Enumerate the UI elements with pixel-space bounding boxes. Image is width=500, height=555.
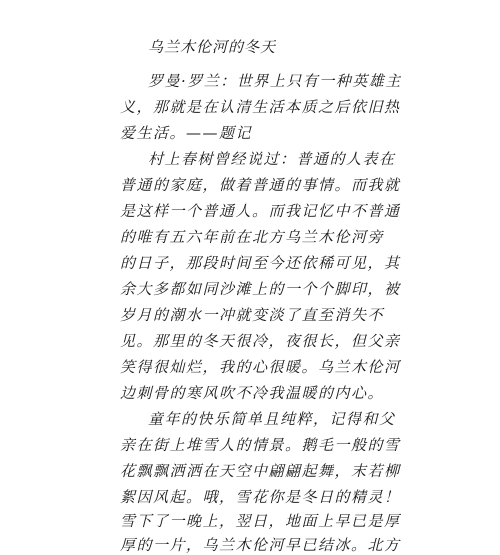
text-line: 的唯有五六年前在北方乌兰木伦河旁 <box>120 228 385 246</box>
text-line: 见。那里的冬天很冷，夜很长，但父亲 <box>120 332 401 350</box>
text-line: 岁月的潮水一冲就变淡了直至消失不 <box>120 306 385 324</box>
text-line: 笑得很灿烂，我的心很暖。乌兰木伦河 <box>120 358 401 376</box>
text-line: 普通的家庭，做着普通的事情。而我就 <box>120 176 401 194</box>
text-line: 义，那就是在认清生活本质之后依旧热 <box>120 98 401 116</box>
text-line: 罗曼·罗兰：世界上只有一种英雄主 <box>148 72 402 90</box>
document-title: 乌兰木伦河的冬天 <box>148 38 277 56</box>
text-line: 花飘飘洒洒在天空中翩翩起舞，末若柳 <box>120 462 401 480</box>
text-line: 村上春树曾经说过：普通的人表在 <box>148 150 396 168</box>
text-line: 絮因风起。哦，雪花你是冬日的精灵！ <box>120 488 401 506</box>
text-line: 雪下了一晚上，翌日，地面上早已是厚 <box>120 512 401 530</box>
text-line: 余大多都如同沙滩上的一个个脚印，被 <box>120 280 401 298</box>
text-line: 童年的快乐简单且纯粹，记得和父 <box>148 410 396 428</box>
text-line: 厚的一片，乌兰木伦河早已结冰。北方 <box>120 536 401 554</box>
text-line: 爱生活。——题记 <box>120 124 253 142</box>
text-line: 亲在街上堆雪人的情景。鹅毛一般的雪 <box>120 436 401 454</box>
text-line: 边刺骨的寒风吹不冷我温暖的内心。 <box>120 384 385 402</box>
text-line: 是这样一个普通人。而我记忆中不普通 <box>120 202 401 220</box>
text-line: 的日子，那段时间至今还依稀可见，其 <box>120 254 401 272</box>
